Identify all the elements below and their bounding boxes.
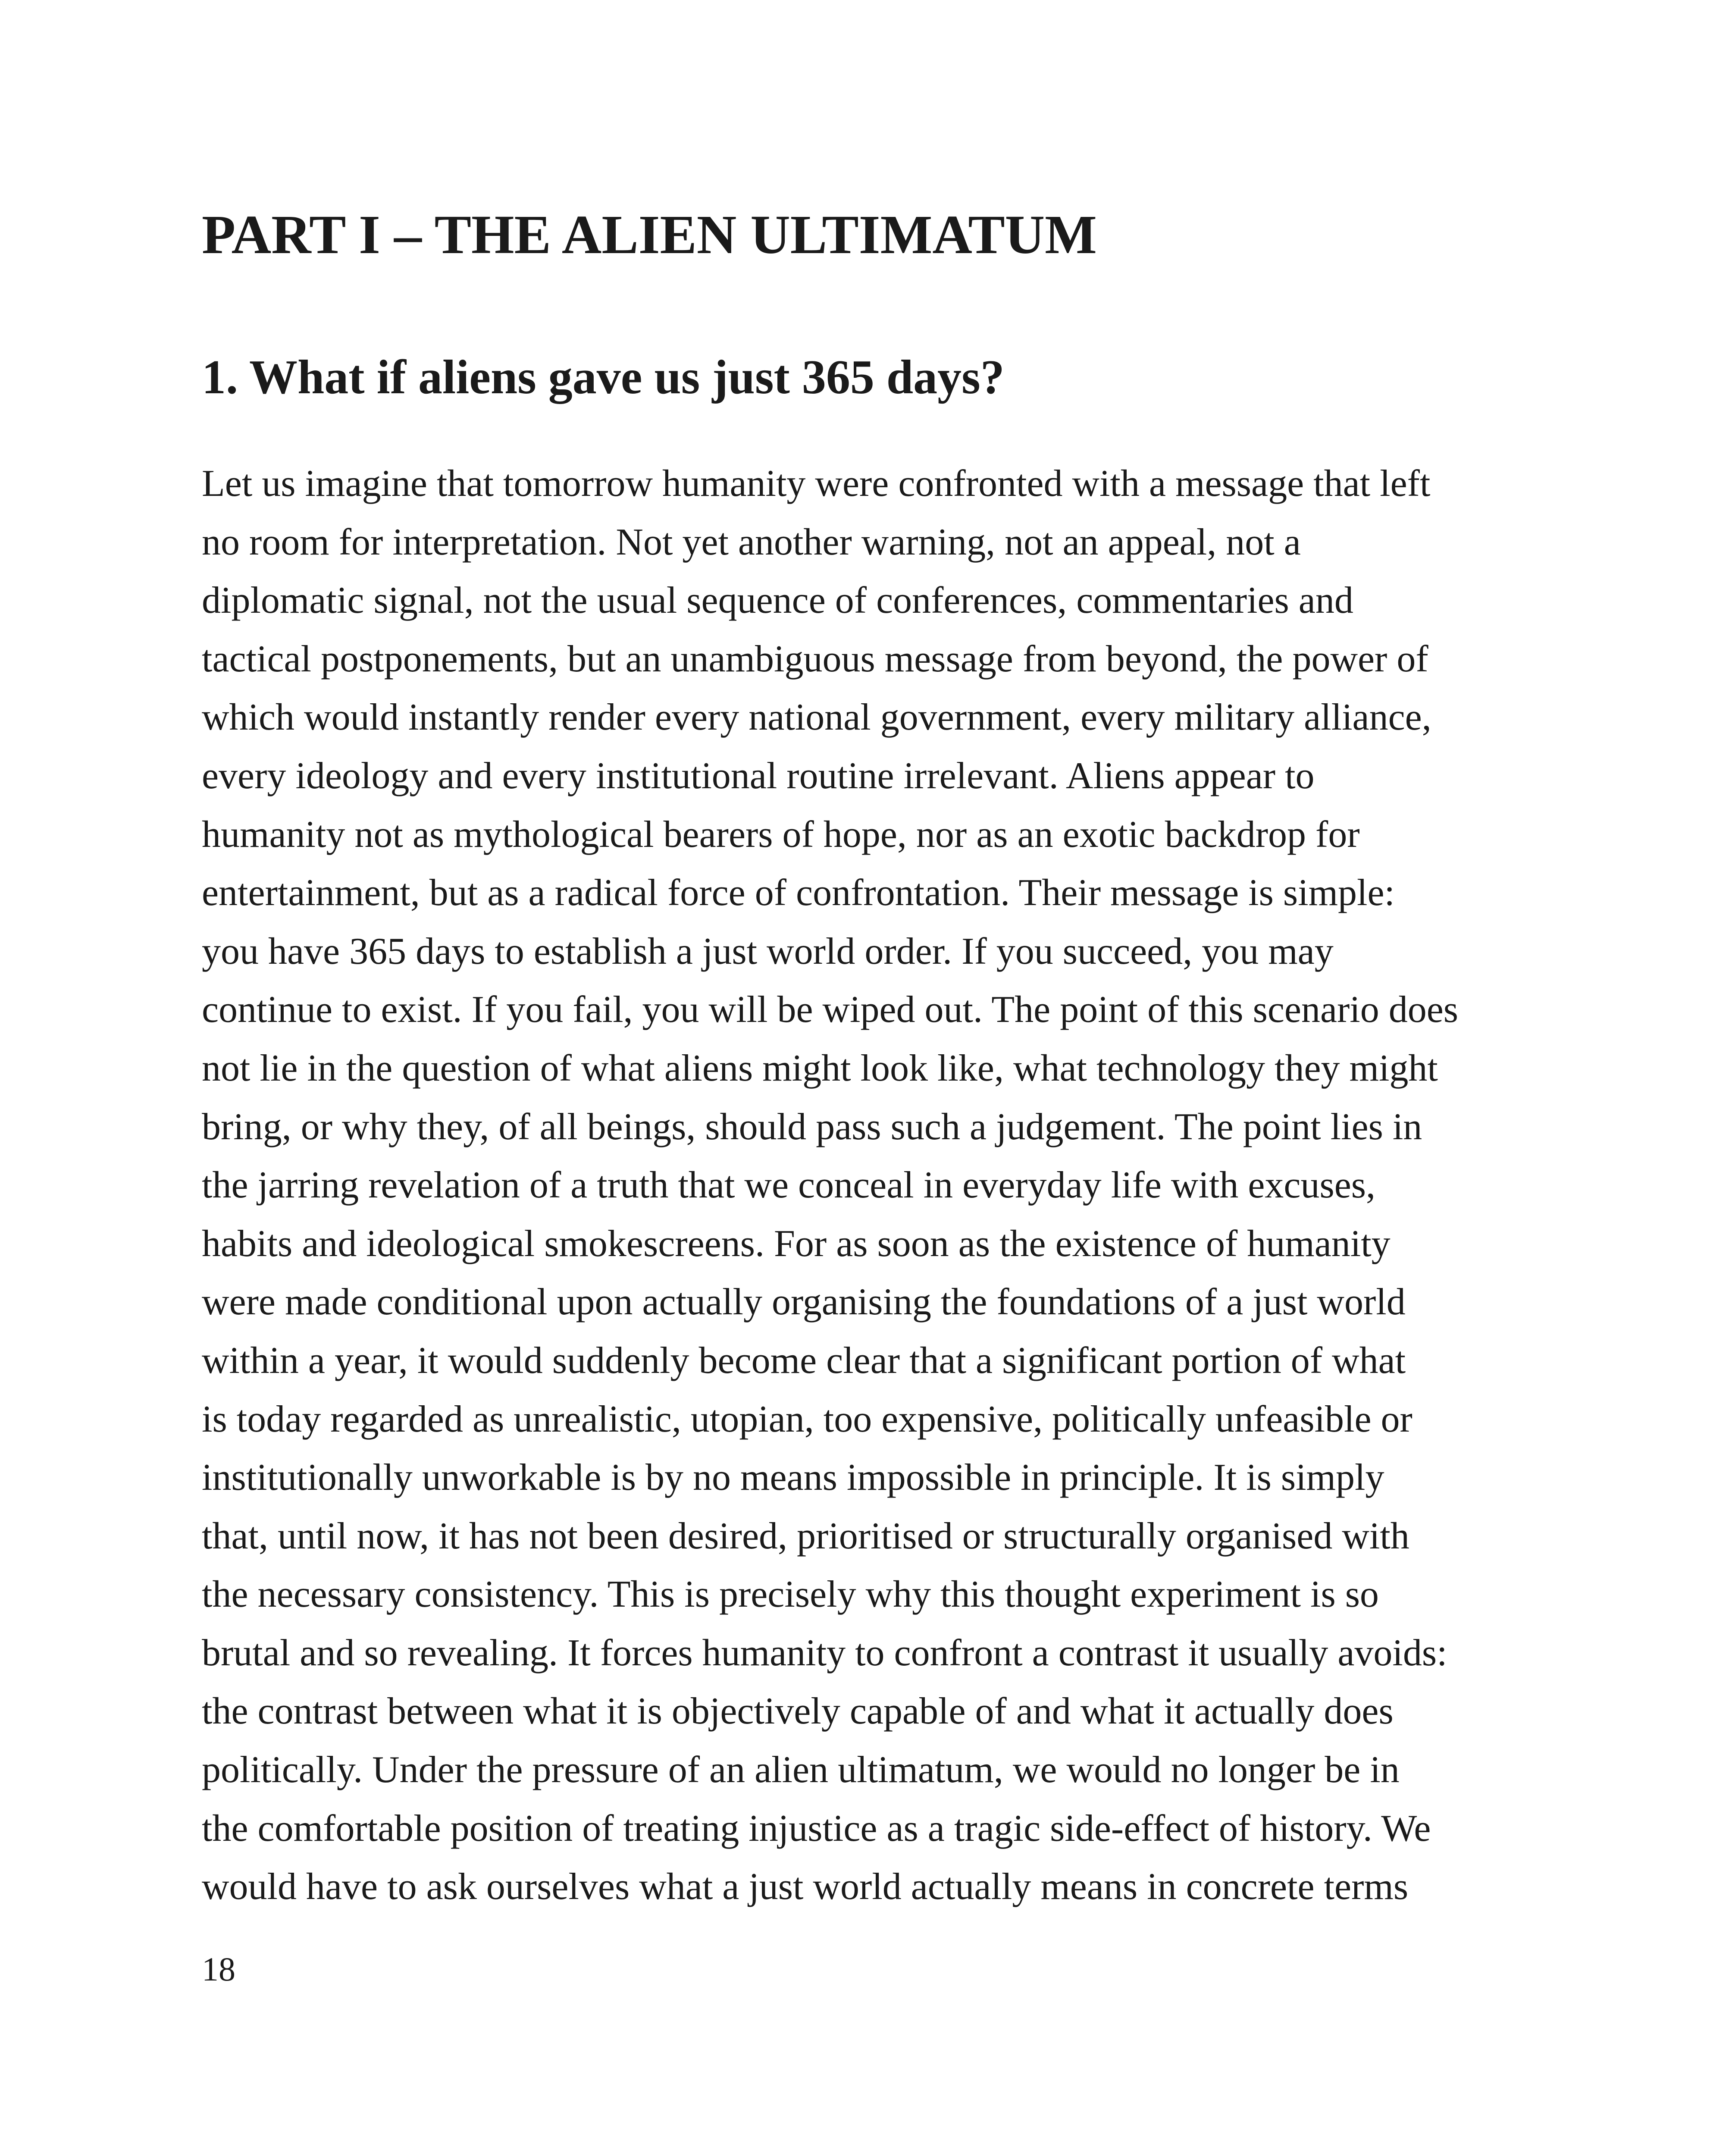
chapter-title: 1. What if aliens gave us just 365 days? [202,351,1005,404]
text-line: the contrast between what it is objectively capable of and what it actually does [202,1690,1394,1733]
text-line: politically. Under the pressure of an alien ultimatum, we would no longer be in [202,1749,1400,1791]
text-line: would have to ask ourselves what a just world actually means in concrete terms [202,1866,1409,1908]
text-line: within a year, it would suddenly become clear that a significant portion of what [202,1339,1406,1382]
text-line: institutionally unworkable is by no means impossible in principle. It is simply [202,1457,1384,1499]
text-line: that, until now, it has not been desired, prioritised or structurally organised with [202,1515,1409,1557]
text-line: brutal and so revealing. It forces humanity to confront a contrast it usually avoids: [202,1632,1447,1674]
text-line: humanity not as mythological bearers of hope, nor as an exotic backdrop for [202,813,1360,856]
text-line: continue to exist. If you fail, you will be wiped out. The point of this scenario does [202,989,1459,1031]
text-line: habits and ideological smokescreens. For as soon as the existence of humanity [202,1222,1391,1265]
text-line: no room for interpretation. Not yet another warning, not an appeal, not a [202,521,1301,563]
text-line: the jarring revelation of a truth that we conceal in everyday life with excuses, [202,1164,1376,1206]
text-line: you have 365 days to establish a just world order. If you succeed, you may [202,930,1334,972]
text-line: every ideology and every institutional routine irrelevant. Aliens appear to [202,755,1315,797]
text-line: bring, or why they, of all beings, should pass such a judgement. The point lies in [202,1106,1422,1148]
text-line: entertainment, but as a radical force of confrontation. Their message is simple: [202,872,1395,914]
page-number: 18 [202,1950,235,1988]
text-line: is today regarded as unrealistic, utopian, too expensive, politically unfeasible or [202,1398,1413,1440]
text-line: the necessary consistency. This is precisely why this thought experiment is so [202,1573,1379,1616]
text-line: the comfortable position of treating injustice as a tragic side-effect of history. We [202,1807,1431,1849]
text-line: were made conditional upon actually organising the foundations of a just world [202,1281,1406,1323]
text-line: tactical postponements, but an unambiguous message from beyond, the power of [202,638,1428,680]
text-line: Let us imagine that tomorrow humanity were confronted with a message that left [202,463,1431,505]
body-text [202,454,1538,1916]
text-line: which would instantly render every national government, every military alliance, [202,696,1431,739]
text-line: not lie in the question of what aliens might look like, what technology they might [202,1047,1438,1089]
text-line: diplomatic signal, not the usual sequence of conferences, commentaries and [202,580,1353,622]
part-title: PART I – THE ALIEN ULTIMATUM [202,204,1097,265]
